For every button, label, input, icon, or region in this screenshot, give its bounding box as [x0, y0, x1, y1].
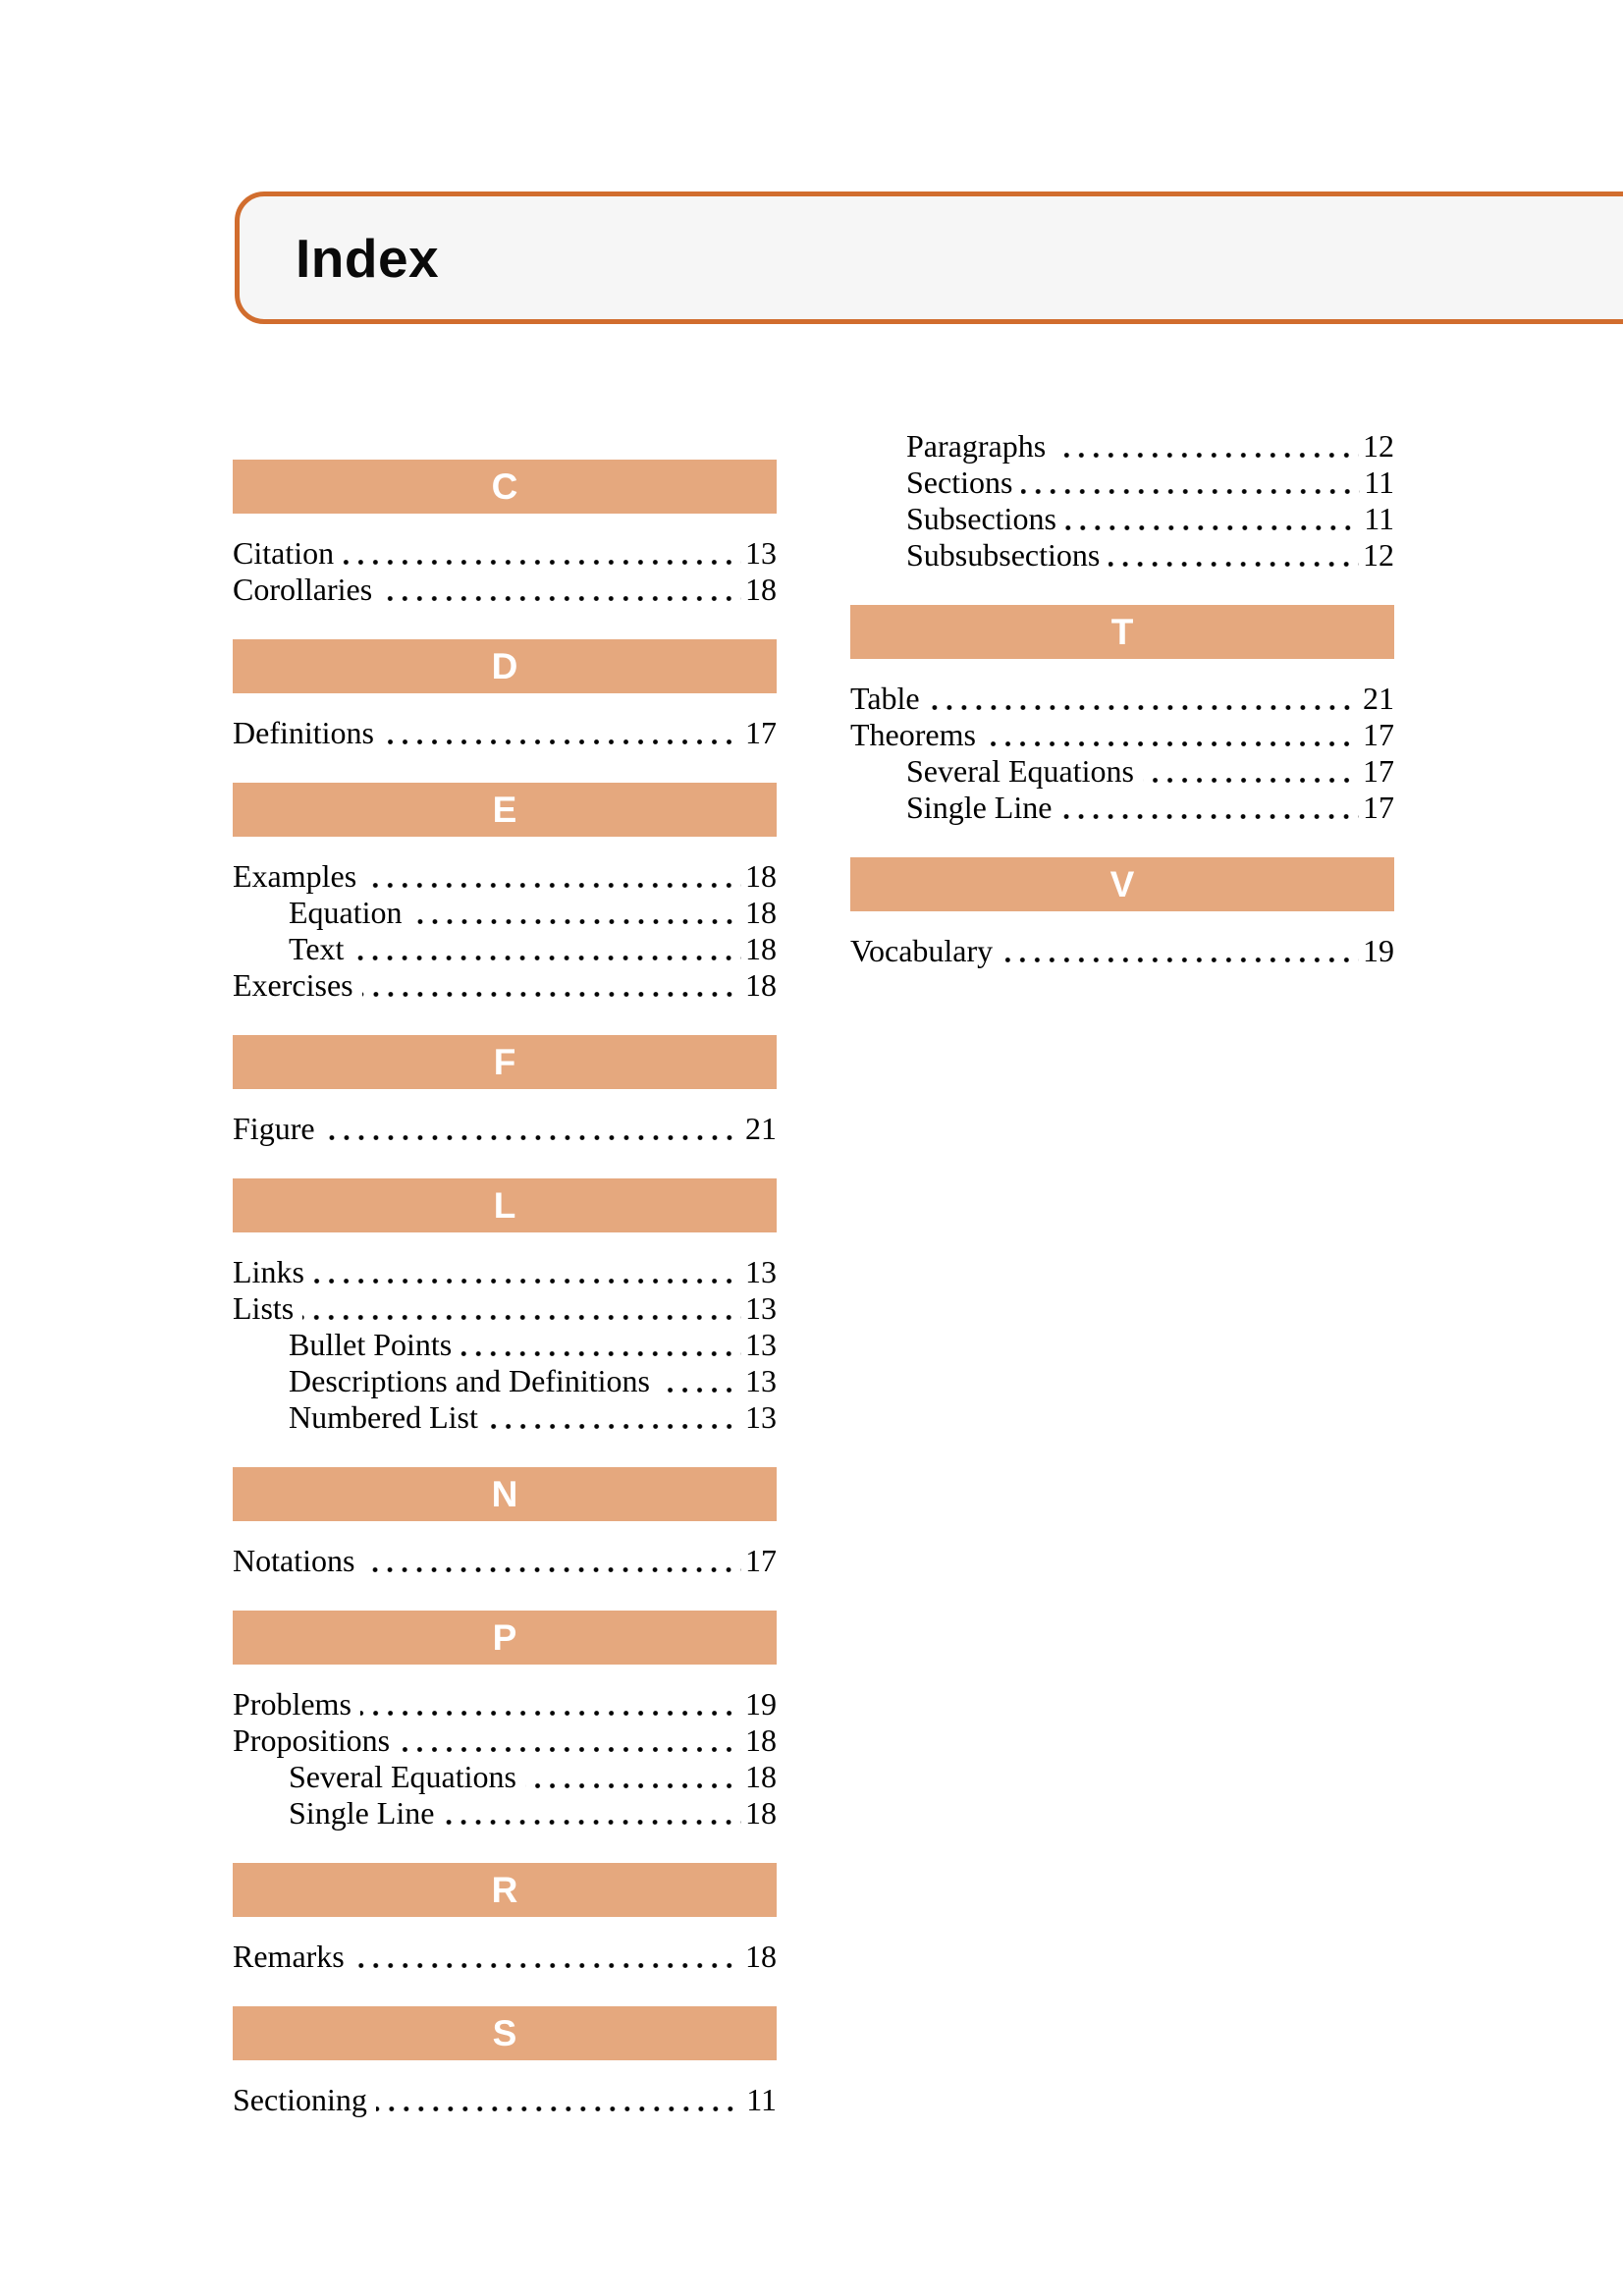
entry-page-number: 18	[745, 931, 777, 966]
letter-label: E	[492, 790, 517, 830]
dot-leader	[302, 1290, 741, 1327]
entry-label: Vocabulary	[850, 933, 994, 968]
dot-leader	[460, 1327, 741, 1363]
index-entry	[233, 1939, 777, 1975]
dot-leader	[313, 1254, 741, 1290]
dot-leader	[381, 572, 741, 608]
entry-page-number: 13	[745, 1399, 777, 1435]
index-entry	[233, 967, 777, 1004]
letter-label: S	[492, 2013, 517, 2053]
entry-page-number: 21	[745, 1111, 777, 1146]
letter-header-bar	[850, 857, 1394, 911]
index-letter-section	[233, 1467, 777, 1579]
entry-page-number: 13	[745, 1327, 777, 1362]
index-columns	[233, 428, 1394, 2118]
entry-page-number: 18	[745, 572, 777, 607]
entry-label: Definitions	[233, 715, 374, 750]
letter-label: L	[493, 1185, 516, 1226]
entry-label: Lists	[233, 1290, 295, 1326]
index-column-1	[233, 428, 777, 2118]
index-entry	[850, 501, 1394, 537]
dot-leader	[1143, 753, 1359, 790]
letter-label: V	[1109, 864, 1135, 904]
index-entry	[233, 931, 777, 967]
dot-leader	[324, 1111, 741, 1147]
entry-page-number: 18	[745, 1722, 777, 1758]
dot-leader	[985, 717, 1359, 753]
index-entry	[850, 753, 1394, 790]
dot-leader	[1060, 790, 1359, 826]
letter-label: P	[492, 1617, 517, 1658]
letter-header-bar	[233, 2006, 777, 2060]
index-entry	[850, 537, 1394, 574]
letter-header-bar	[233, 1863, 777, 1917]
entry-label: Bullet Points	[289, 1327, 453, 1362]
index-entry	[233, 1543, 777, 1579]
entry-list	[233, 535, 777, 608]
index-letter-section	[850, 428, 1394, 574]
index-entry	[233, 535, 777, 572]
entry-page-number: 12	[1363, 537, 1394, 573]
letter-label: C	[491, 466, 518, 507]
entry-page-number: 11	[1364, 465, 1394, 500]
index-entry	[233, 1759, 777, 1795]
entry-page-number: 18	[745, 1939, 777, 1974]
index-entry	[233, 1686, 777, 1722]
entry-list	[233, 1254, 777, 1436]
entry-page-number: 17	[745, 1543, 777, 1578]
entry-page-number: 19	[745, 1686, 777, 1722]
entry-list	[850, 428, 1394, 574]
index-entry	[233, 1327, 777, 1363]
letter-header-bar	[233, 1467, 777, 1521]
entry-page-number: 13	[745, 1254, 777, 1289]
index-entry	[233, 858, 777, 895]
entry-label: Paragraphs	[906, 428, 1047, 464]
entry-label: Problems	[233, 1686, 352, 1722]
index-letter-section	[233, 639, 777, 751]
index-entry	[233, 895, 777, 931]
index-entry	[850, 933, 1394, 969]
index-entry	[233, 1254, 777, 1290]
letter-label: D	[491, 646, 518, 686]
entry-label: Links	[233, 1254, 304, 1289]
letter-header-bar	[233, 1178, 777, 1232]
letter-header-bar	[233, 460, 777, 514]
dot-leader	[1065, 501, 1360, 537]
entry-page-number: 17	[1363, 790, 1394, 825]
index-letter-section	[233, 783, 777, 1004]
letter-label: T	[1110, 612, 1134, 652]
entry-page-number: 17	[1363, 717, 1394, 752]
entry-page-number: 21	[1363, 681, 1394, 716]
index-entry	[233, 572, 777, 608]
letter-label: F	[493, 1042, 516, 1082]
index-entry	[850, 790, 1394, 826]
index-entry	[850, 681, 1394, 717]
dot-leader	[376, 2082, 742, 2118]
index-entry	[233, 1290, 777, 1327]
index-letter-section	[233, 1035, 777, 1147]
entry-page-number: 19	[1363, 933, 1394, 968]
entry-label: Equation	[289, 895, 403, 930]
index-entry	[233, 1399, 777, 1436]
entry-label: Single Line	[289, 1795, 435, 1831]
entry-page-number: 12	[1363, 428, 1394, 464]
entry-list	[233, 715, 777, 751]
index-entry	[233, 1363, 777, 1399]
entry-label: Exercises	[233, 967, 353, 1003]
index-entry	[850, 717, 1394, 753]
entry-page-number: 13	[745, 1363, 777, 1398]
letter-label: N	[491, 1474, 518, 1514]
index-entry	[233, 1111, 777, 1147]
dot-leader	[365, 858, 741, 895]
dot-leader	[383, 715, 741, 751]
entry-page-number: 18	[745, 858, 777, 894]
index-column-2	[850, 428, 1394, 2118]
index-letter-section	[233, 460, 777, 608]
entry-label: Remarks	[233, 1939, 345, 1974]
entry-page-number: 11	[746, 2082, 777, 2117]
dot-leader	[1055, 428, 1359, 465]
letter-header-bar	[233, 639, 777, 693]
entry-page-number: 18	[745, 1795, 777, 1831]
letter-label: R	[491, 1870, 518, 1910]
letter-header-bar	[233, 783, 777, 837]
index-entry	[233, 715, 777, 751]
letter-header-bar	[233, 1611, 777, 1665]
entry-page-number: 18	[745, 967, 777, 1003]
letter-header-bar	[850, 605, 1394, 659]
entry-page-number: 18	[745, 1759, 777, 1794]
index-letter-section	[233, 1863, 777, 1975]
entry-label: Citation	[233, 535, 335, 571]
letter-header-bar	[233, 1035, 777, 1089]
index-letter-section	[233, 1611, 777, 1831]
entry-label: Figure	[233, 1111, 315, 1146]
entry-page-number: 18	[745, 895, 777, 930]
entry-list	[233, 1111, 777, 1147]
entry-page-number: 17	[745, 715, 777, 750]
dot-leader	[362, 967, 741, 1004]
entry-list	[850, 681, 1394, 826]
dot-leader	[1021, 465, 1360, 501]
dot-leader	[659, 1363, 741, 1399]
dot-leader	[443, 1795, 741, 1831]
index-entry	[233, 1722, 777, 1759]
index-entry	[233, 1795, 777, 1831]
entry-list	[233, 2082, 777, 2118]
entry-label: Text	[289, 931, 345, 966]
index-title-box	[235, 191, 1623, 324]
entry-label: Numbered List	[289, 1399, 478, 1435]
entry-label: Several Equations	[906, 753, 1134, 789]
dot-leader	[525, 1759, 741, 1795]
index-letter-section	[850, 605, 1394, 826]
entry-label: Sections	[906, 465, 1013, 500]
entry-label: Sectioning	[233, 2082, 367, 2117]
entry-label: Descriptions and Definitions	[289, 1363, 650, 1398]
entry-label: Several Equations	[289, 1759, 516, 1794]
dot-leader	[399, 1722, 741, 1759]
dot-leader	[411, 895, 741, 931]
index-letter-section	[850, 857, 1394, 969]
entry-list	[233, 1686, 777, 1831]
entry-page-number: 13	[745, 1290, 777, 1326]
entry-label: Examples	[233, 858, 357, 894]
index-letter-section	[233, 2006, 777, 2118]
entry-list	[233, 858, 777, 1004]
dot-leader	[487, 1399, 741, 1436]
dot-leader	[1001, 933, 1359, 969]
page-title: Index	[296, 227, 440, 289]
entry-label: Single Line	[906, 790, 1053, 825]
index-letter-section	[233, 1178, 777, 1436]
dot-leader	[352, 931, 741, 967]
entry-label: Notations	[233, 1543, 355, 1578]
entry-label: Table	[850, 681, 920, 716]
entry-page-number: 17	[1363, 753, 1394, 789]
entry-list	[233, 1543, 777, 1579]
dot-leader	[343, 535, 741, 572]
entry-page-number: 13	[745, 535, 777, 571]
entry-label: Subsections	[906, 501, 1056, 536]
index-entry	[850, 428, 1394, 465]
entry-page-number: 11	[1364, 501, 1394, 536]
entry-list	[850, 933, 1394, 969]
entry-label: Propositions	[233, 1722, 391, 1758]
dot-leader	[1109, 537, 1359, 574]
dot-leader	[363, 1543, 741, 1579]
index-entry	[850, 465, 1394, 501]
entry-label: Subsubsections	[906, 537, 1101, 573]
entry-list	[233, 1939, 777, 1975]
dot-leader	[360, 1686, 741, 1722]
entry-label: Theorems	[850, 717, 976, 752]
index-entry	[233, 2082, 777, 2118]
entry-label: Corollaries	[233, 572, 373, 607]
dot-leader	[929, 681, 1359, 717]
dot-leader	[353, 1939, 741, 1975]
